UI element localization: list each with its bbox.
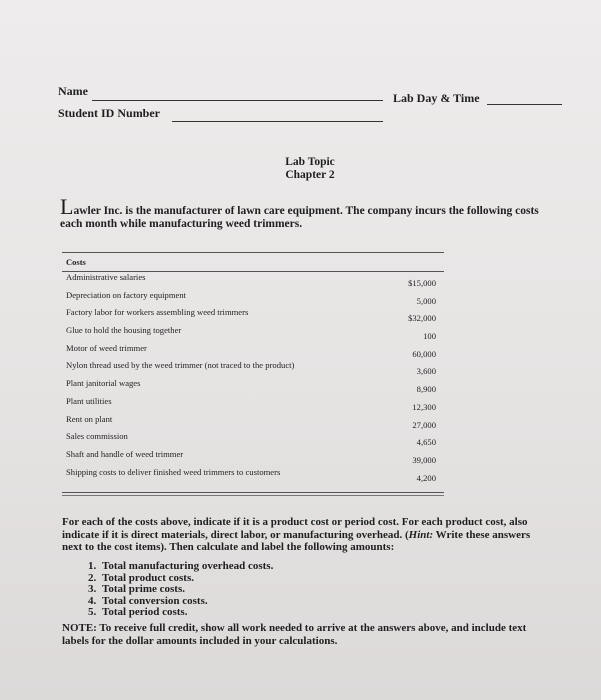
name-field-line[interactable] xyxy=(92,100,383,101)
cost-item-label: Nylon thread used by the weed trimmer (not traced to the product) xyxy=(66,360,295,371)
list-item-number: 5. xyxy=(88,606,97,618)
student-id-field-line[interactable] xyxy=(172,121,383,122)
cost-item-value: 4,200 xyxy=(416,472,436,483)
cost-item-value: $15,000 xyxy=(408,278,436,288)
cost-item-label: Depreciation on factory equipment xyxy=(66,289,187,300)
list-item xyxy=(88,607,273,619)
cost-item-label: Shipping costs to deliver finished weed trimmers to customers xyxy=(66,466,281,477)
table-row xyxy=(62,290,444,308)
intro-dropcap: L xyxy=(60,194,74,219)
list-item-text: Total prime costs. xyxy=(102,583,186,595)
list-item-text: Total product costs. xyxy=(102,571,194,584)
table-row xyxy=(62,396,444,414)
list-item-number: 3. xyxy=(88,583,97,595)
list-item-number: 1. xyxy=(88,560,97,572)
cost-item-value: 60,000 xyxy=(412,348,436,359)
cost-item-value: 12,300 xyxy=(412,401,436,412)
list-item-number: 4. xyxy=(88,594,97,607)
cost-item-label: Factory labor for workers assembling weed trimmers xyxy=(66,307,249,318)
table-row xyxy=(62,343,444,361)
list-item-text: Total conversion costs. xyxy=(102,594,208,607)
intro-paragraph xyxy=(60,194,560,231)
cost-item-value: $32,000 xyxy=(408,313,436,324)
table-row xyxy=(62,272,444,290)
table-bottom-rule-double xyxy=(62,495,444,496)
cost-item-label: Glue to hold the housing together xyxy=(66,325,182,336)
note-paragraph: NOTE: To receive full credit, show all work needed to arrive at the answers above, and include text labels for the dollar amounts included in your calculations. xyxy=(62,622,527,647)
cost-item-value: 39,000 xyxy=(412,454,436,465)
cost-item-value: 8,900 xyxy=(416,384,436,395)
cost-item-label: Rent on plant xyxy=(66,413,113,424)
table-row xyxy=(62,325,444,343)
cost-item-label: Plant utilities xyxy=(66,395,112,406)
table-row xyxy=(62,378,444,396)
intro-text: awler Inc. is the manufacturer of lawn care equipment. The company incurs the following costs each month while manufacturing weed trimmers. xyxy=(60,205,539,230)
cost-item-value: 5,000 xyxy=(416,295,436,306)
table-row xyxy=(62,307,444,325)
cost-table xyxy=(62,252,444,484)
table-row xyxy=(62,431,444,449)
table-bottom-rule xyxy=(62,492,444,493)
lab-day-time-label: Lab Day & Time xyxy=(393,91,480,105)
table-body xyxy=(62,272,444,484)
table-header: Costs xyxy=(62,252,444,272)
name-label: Name xyxy=(58,84,88,98)
cost-item-value: 3,600 xyxy=(416,366,436,377)
list-item-number: 2. xyxy=(88,571,97,584)
list-item-text: Total period costs. xyxy=(102,606,188,618)
amounts-list xyxy=(88,561,273,619)
list-item-text: Total manufacturing overhead costs. xyxy=(102,560,274,572)
instructions-text-a: For each of the costs above, indicate if it is a product cost or period cost. For each product cost, also indicate if it is direct materials, direct labor, or manufacturing overhead. ( xyxy=(62,516,528,541)
cost-item-value: 4,650 xyxy=(416,437,436,448)
table-row xyxy=(62,449,444,467)
lab-day-time-field-line[interactable] xyxy=(487,104,562,105)
cost-item-label: Sales commission xyxy=(66,431,128,442)
cost-item-value: 27,000 xyxy=(412,419,436,430)
table-row xyxy=(62,360,444,378)
table-row xyxy=(62,467,444,485)
lab-topic-title xyxy=(260,156,360,182)
cost-item-label: Plant janitorial wages xyxy=(66,378,141,389)
hint-label: Hint: xyxy=(408,528,434,541)
title-line-1: Lab Topic xyxy=(285,156,335,168)
title-line-2: Chapter 2 xyxy=(285,169,335,181)
cost-item-value: 100 xyxy=(423,331,436,342)
instructions-text-b: Write these answers next to the cost items). Then calculate and label the following amounts: xyxy=(62,528,531,553)
cost-item-label: Motor of weed trimmer xyxy=(66,342,147,353)
cost-item-label: Administrative salaries xyxy=(66,272,146,282)
table-row xyxy=(62,414,444,432)
cost-item-label: Shaft and handle of weed trimmer xyxy=(66,448,184,459)
instructions-paragraph xyxy=(62,516,552,554)
student-id-label: Student ID Number xyxy=(58,106,161,120)
